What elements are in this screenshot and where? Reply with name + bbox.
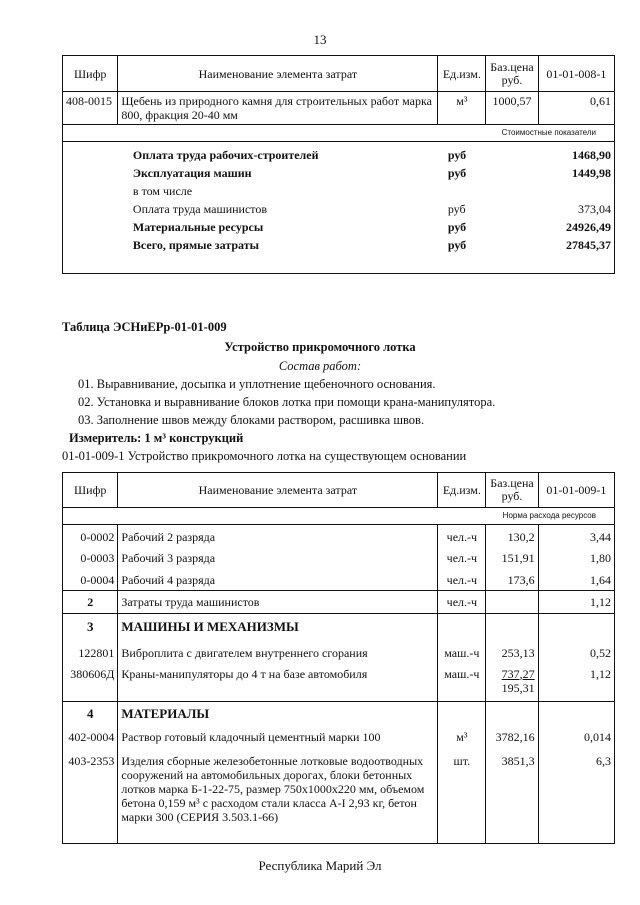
cost-value: 27845,37 <box>538 238 614 256</box>
row-price: 3851,3 <box>486 750 538 844</box>
cost-row <box>63 148 615 166</box>
row-name: Затраты труда машинистов <box>118 591 438 614</box>
section-row <box>63 702 615 726</box>
work-item: 01. Выравнивание, досыпка и уплотнение щебеночного основания. <box>78 377 436 391</box>
section-row <box>63 614 615 640</box>
work-item: 02. Установка и выравнивание блоков лотка при помощи крана-манипулятора. <box>78 395 496 409</box>
row-name: Виброплита с двигателем внутреннего сгорания <box>118 640 438 664</box>
row-unit: чел.-ч <box>438 547 486 569</box>
cost-name: Материальные ресурсы <box>132 219 264 234</box>
header-price: Баз.цена руб. <box>486 473 538 508</box>
cost-unit: руб <box>447 165 467 180</box>
row-value: 0,61 <box>538 92 614 125</box>
table-row <box>63 750 615 844</box>
row-code: 402-0004 <box>63 726 118 750</box>
section-subtitle: Состав работ: <box>278 359 362 373</box>
cost-value: 1468,90 <box>538 148 614 166</box>
row-value: 6,3 <box>538 750 614 844</box>
cost-name: Эксплуатация машин <box>132 165 252 180</box>
cost-row <box>63 238 615 256</box>
row-unit: чел.-ч <box>438 569 486 591</box>
cost-value: 373,04 <box>538 202 614 220</box>
row-unit: чел.-ч <box>438 591 486 614</box>
row-unit: шт. <box>438 750 486 844</box>
row-code: 2 <box>63 591 118 614</box>
section-label: Норма расхода ресурсов <box>63 508 615 525</box>
row-code: 408-0015 <box>63 92 118 125</box>
row-name: Рабочий 4 разряда <box>118 569 438 591</box>
row-price: 737,27 <box>501 666 535 681</box>
cost-name: Всего, прямые затраты <box>132 237 259 252</box>
row-name: Рабочий 3 разряда <box>118 547 438 569</box>
section-code: 3 <box>63 614 118 640</box>
cost-unit: руб <box>447 237 467 252</box>
header-name: Наименование элемента затрат <box>118 473 438 508</box>
row-price: 173,6 <box>486 569 538 591</box>
row-price-machinist: 195,31 <box>501 680 535 695</box>
row-code: 380606Д <box>63 664 118 702</box>
table-row <box>63 591 615 614</box>
page-number: 13 <box>313 32 327 47</box>
row-unit: чел.-ч <box>438 525 486 547</box>
row-unit: маш.-ч <box>438 640 486 664</box>
section-title: Устройство прикромочного лотка <box>224 340 416 354</box>
row-price: 1000,57 <box>486 92 538 125</box>
cost-row <box>63 166 615 184</box>
header-unit: Ед.изм. <box>438 56 486 92</box>
header-code: Шифр <box>63 473 118 508</box>
cost-unit: руб <box>447 201 466 216</box>
row-value: 3,44 <box>538 525 614 547</box>
row-value: 1,80 <box>538 547 614 569</box>
row-price: 130,2 <box>486 525 538 547</box>
table-header <box>63 56 615 92</box>
row-code: 0-0003 <box>63 547 118 569</box>
row-value: 0,014 <box>538 726 614 750</box>
header-name: Наименование элемента затрат <box>118 56 438 92</box>
row-unit: маш.-ч <box>438 664 486 702</box>
table-title: Таблица ЭСНиЕРр-01-01-009 <box>62 320 227 334</box>
section-label-row <box>63 508 615 525</box>
cost-value: 24926,49 <box>538 220 614 238</box>
row-unit: м³ <box>438 92 486 125</box>
table-row <box>63 92 615 125</box>
header-rate: 01-01-008-1 <box>538 56 614 92</box>
row-name: Рабочий 2 разряда <box>118 525 438 547</box>
row-price: 253,13 <box>486 640 538 664</box>
row-name: Изделия сборные железобетонные лотковые водоотводных сооружений на автомобильных дорогах, блоки бетонных лотков марка Б-1-22-75, размер 750х1000х220 мм, объемом бетона 0,159 м³ с расходом стали класса А-I 2,93 кг, бетон марки 300 (СЕРИЯ 3.503.1-66) <box>118 750 438 844</box>
row-code: 122801 <box>63 640 118 664</box>
cost-unit: руб <box>447 219 467 234</box>
table-row <box>63 569 615 591</box>
section-label-row <box>63 125 615 142</box>
row-price: 151,91 <box>486 547 538 569</box>
norm-line: 01-01-009-1 Устройство прикромочного лотка на существующем основании <box>62 449 467 463</box>
cost-name: Оплата труда рабочих-строителей <box>132 147 319 162</box>
row-unit: м³ <box>438 726 486 750</box>
row-value: 1,64 <box>538 569 614 591</box>
cost-name: Оплата труда машинистов <box>132 201 268 216</box>
cost-name: в том числе <box>132 183 193 198</box>
section-title: МАШИНЫ И МЕХАНИЗМЫ <box>118 614 438 640</box>
table-row <box>63 547 615 569</box>
row-code: 0-0002 <box>63 525 118 547</box>
table-row <box>63 726 615 750</box>
table-header <box>63 473 615 508</box>
cost-row <box>63 202 615 220</box>
row-value: 1,12 <box>538 591 614 614</box>
header-rate: 01-01-009-1 <box>538 473 614 508</box>
row-name: Щебень из природного камня для строительных работ марка 800, фракция 20-40 мм <box>118 92 438 125</box>
resource-table-009 <box>62 472 615 844</box>
cost-value: 1449,98 <box>538 166 614 184</box>
cost-table-008 <box>62 55 615 274</box>
table-row <box>63 640 615 664</box>
cost-row <box>63 220 615 238</box>
header-code: Шифр <box>63 56 118 92</box>
row-price: 3782,16 <box>486 726 538 750</box>
row-code: 0-0004 <box>63 569 118 591</box>
table-row <box>63 664 615 702</box>
section-label: Стоимостные показатели <box>63 125 615 142</box>
row-value: 1,12 <box>538 664 614 702</box>
row-price-cell <box>486 664 538 702</box>
footer: Республика Марий Эл <box>258 858 382 873</box>
row-value: 0,52 <box>538 640 614 664</box>
section-code: 4 <box>63 702 118 726</box>
header-price: Баз.цена руб. <box>486 56 538 92</box>
table-row <box>63 525 615 547</box>
cost-row <box>63 184 615 202</box>
row-name: Краны-манипуляторы до 4 т на базе автомобиля <box>118 664 438 702</box>
header-unit: Ед.изм. <box>438 473 486 508</box>
section-title: МАТЕРИАЛЫ <box>118 702 438 726</box>
cost-unit: руб <box>447 147 467 162</box>
work-item: 03. Заполнение швов между блоками раствором, расшивка швов. <box>78 413 425 427</box>
row-code: 403-2353 <box>63 750 118 844</box>
measure-label: Измеритель: 1 м³ конструкций <box>69 431 244 445</box>
row-name: Раствор готовый кладочный цементный марки 100 <box>118 726 438 750</box>
